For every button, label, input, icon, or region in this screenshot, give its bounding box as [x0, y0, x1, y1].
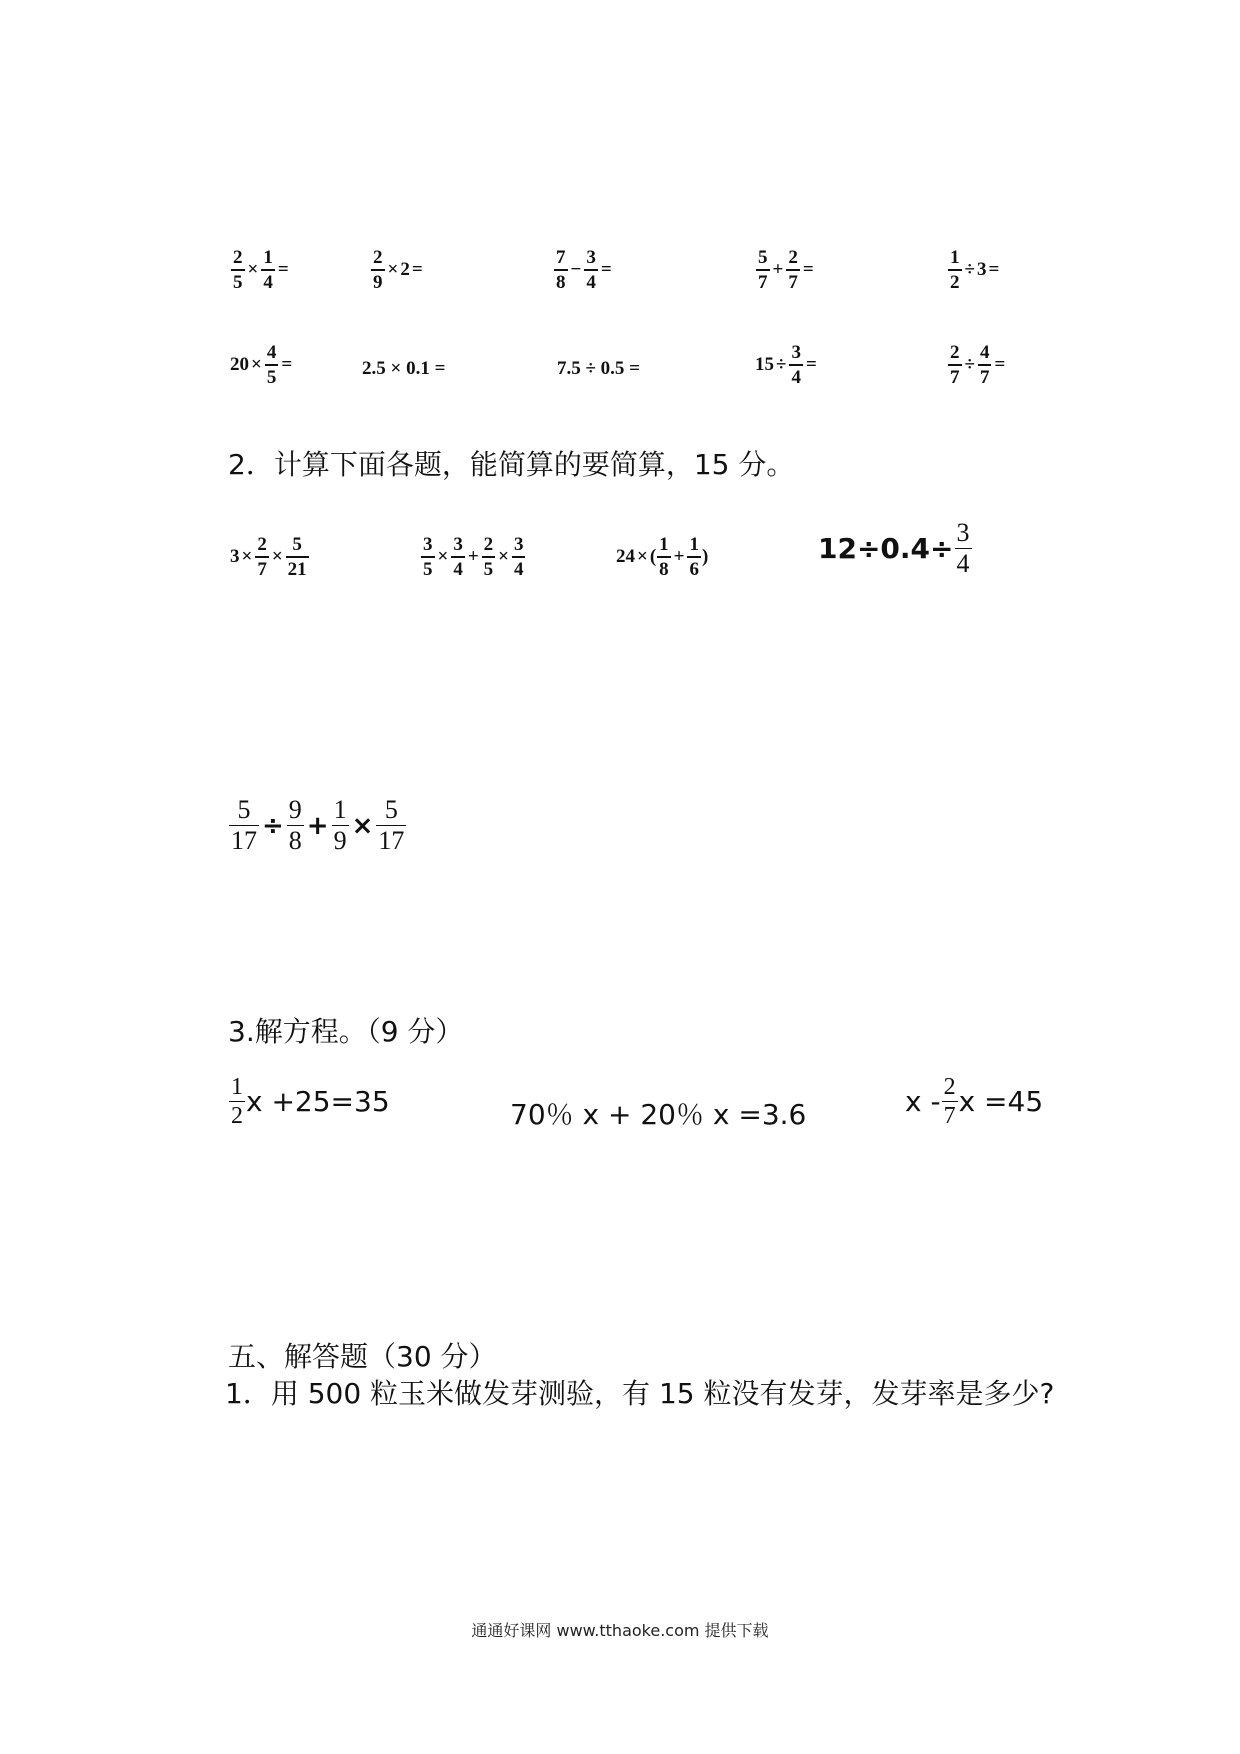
r1-expr-1: $\frac{2}{5}$ × $\frac{1}{4}$ =: [233, 247, 289, 293]
fraction: $\frac{9}{8}$: [288, 795, 302, 855]
equation-3: x - $\frac{2}{7}$ x =45: [905, 1074, 1044, 1129]
fraction: $\frac{2}{5}$: [483, 534, 494, 580]
r2-expr-1: 20 × $\frac{4}{5}$ =: [230, 342, 293, 388]
fraction: $\frac{2}{9}$: [373, 247, 383, 293]
section-3-heading: 3.解方程。（9 分）: [228, 1015, 464, 1048]
fraction: $\frac{3}{4}$: [586, 247, 596, 293]
fraction: $\frac{3}{4}$: [453, 534, 463, 580]
fraction: $\frac{2}{7}$: [950, 342, 960, 388]
question-1: 1．用 500 粒玉米做发芽测验，有 15 粒没有发芽，发芽率是多少?: [225, 1377, 1055, 1410]
r3-expr-1: 3 × $\frac{2}{7}$ × $\frac{5}{21}$: [230, 534, 307, 580]
fraction: $\frac{2}{5}$: [233, 247, 243, 293]
fraction: $\frac{7}{8}$: [556, 247, 566, 293]
r1-expr-2: $\frac{2}{9}$ × 2 =: [373, 247, 423, 293]
fraction: $\frac{3}{5}$: [423, 534, 433, 580]
fraction: $\frac{3}{4}$: [956, 518, 970, 578]
r2-expr-4: 15 ÷ $\frac{3}{4}$ =: [755, 342, 817, 388]
r1-expr-3: $\frac{7}{8}$ − $\frac{3}{4}$ =: [556, 247, 612, 293]
r2-expr-3: 7.5 ÷ 0.5 =: [557, 358, 641, 379]
r1-expr-5: $\frac{1}{2}$ ÷ 3 =: [950, 247, 1000, 293]
section-2-heading: 2．计算下面各题，能简算的要简算，15 分。: [228, 448, 795, 481]
section-5-heading: 五、解答题（30 分）: [228, 1340, 497, 1373]
fraction: $\frac{3}{4}$: [513, 534, 524, 580]
fraction: $\frac{3}{4}$: [791, 342, 801, 388]
fraction: $\frac{5}{7}$: [758, 247, 768, 293]
fraction: $\frac{1}{8}$: [659, 534, 669, 580]
equation-2: 70％ x + 20％ x =3.6: [510, 1098, 807, 1131]
r2-expr-2: 2.5 × 0.1 =: [362, 358, 446, 379]
fraction: $\frac{4}{5}$: [266, 342, 277, 388]
fraction: $\frac{5}{21}$: [287, 534, 307, 580]
fraction: $\frac{5}{17}$: [378, 795, 405, 855]
r3-expr-2: $\frac{3}{5}$ × $\frac{3}{4}$ + $\frac{2}{5}$ × $\frac{3}{4}$: [423, 534, 524, 580]
equation-1: $\frac{1}{2}$ x +25=35: [231, 1074, 390, 1129]
fraction: $\frac{1}{6}$: [689, 534, 699, 580]
r3-expr-4: 12÷0.4÷ $\frac{3}{4}$: [818, 518, 970, 578]
fraction: $\frac{2}{7}$: [943, 1074, 956, 1129]
fraction: $\frac{1}{2}$: [950, 247, 960, 293]
fraction: $\frac{1}{9}$: [333, 795, 347, 855]
r3-expr-3: 24 × ( $\frac{1}{8}$ + $\frac{1}{6}$ ): [616, 534, 709, 580]
footer-credit: 通通好课网 www.tthaoke.com 提供下载: [471, 1621, 769, 1640]
fraction: $\frac{2}{7}$: [257, 534, 267, 580]
r1-expr-4: $\frac{5}{7}$ + $\frac{2}{7}$ =: [758, 247, 814, 293]
fraction: $\frac{5}{17}$: [231, 795, 257, 855]
fraction: $\frac{2}{7}$: [788, 247, 798, 293]
r2-expr-5: $\frac{2}{7}$ ÷ $\frac{4}{7}$ =: [950, 342, 1006, 388]
fraction: $\frac{1}{4}$: [263, 247, 273, 293]
fraction: $\frac{4}{7}$: [979, 342, 990, 388]
fraction: $\frac{1}{2}$: [231, 1074, 243, 1129]
r4-expr: $\frac{5}{17}$ ÷ $\frac{9}{8}$ + $\frac{1}{9}$ × $\frac{5}{17}$: [231, 795, 405, 855]
